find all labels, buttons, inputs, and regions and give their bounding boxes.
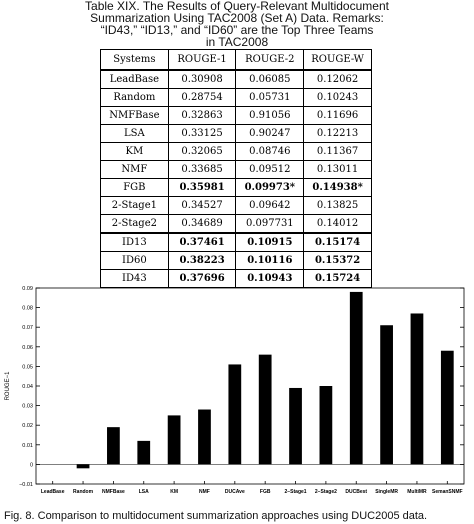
x-tick-label: MultiMR bbox=[407, 489, 427, 495]
y-tick-label: 0.09 bbox=[22, 286, 33, 292]
system-name-cell: FGB bbox=[101, 179, 169, 197]
bar-7 bbox=[228, 364, 241, 464]
table-header-row bbox=[101, 50, 372, 71]
caption-line-4: in TAC2008 bbox=[205, 35, 269, 49]
y-tick-label: 0.01 bbox=[22, 442, 33, 449]
table-body bbox=[101, 70, 372, 288]
score-cell: 0.05731 bbox=[236, 89, 304, 107]
system-name-cell: Random bbox=[101, 89, 169, 107]
system-name-cell: KM bbox=[101, 143, 169, 161]
score-cell: 0.30908 bbox=[168, 70, 236, 89]
score-cell: 0.28754 bbox=[168, 89, 236, 107]
header-systems: Systems bbox=[101, 50, 169, 71]
x-tick-label: Random bbox=[73, 489, 94, 495]
score-cell: 0.35981 bbox=[168, 179, 236, 197]
score-cell: 0.33125 bbox=[168, 125, 236, 143]
x-tick-label: FGB bbox=[259, 489, 271, 495]
score-cell: 0.33685 bbox=[168, 161, 236, 179]
table-row bbox=[101, 197, 372, 215]
x-tick-label: 2−Stage2 bbox=[314, 489, 337, 495]
score-cell: 0.08746 bbox=[236, 143, 304, 161]
score-cell: 0.34689 bbox=[168, 215, 236, 234]
bar-9 bbox=[289, 388, 302, 464]
system-name-cell: LSA bbox=[101, 125, 169, 143]
score-cell: 0.10116 bbox=[236, 252, 304, 270]
system-name-cell: NMF bbox=[101, 161, 169, 179]
system-name-cell: ID43 bbox=[101, 270, 169, 288]
y-tick-label: 0.06 bbox=[22, 344, 33, 351]
score-cell: 0.14012 bbox=[304, 215, 372, 234]
x-tick-labels bbox=[41, 481, 463, 495]
bar-12 bbox=[380, 325, 393, 464]
system-name-cell: LeadBase bbox=[101, 70, 169, 89]
system-name-cell: ID60 bbox=[101, 252, 169, 270]
score-cell: 0.10915 bbox=[236, 233, 304, 252]
x-tick-label: LSA bbox=[138, 489, 149, 495]
table-row bbox=[101, 252, 372, 270]
score-cell: 0.12062 bbox=[304, 70, 372, 89]
bar-10 bbox=[320, 386, 333, 464]
y-tick-label: 0.03 bbox=[22, 403, 33, 410]
header-rouge-1: ROUGE-1 bbox=[168, 50, 236, 71]
y-tick-label: −0.01 bbox=[19, 482, 33, 488]
figure-caption: Fig. 8. Comparison to multidocument summarization approaches using DUC2005 data. bbox=[4, 510, 428, 522]
score-cell: 0.32065 bbox=[168, 143, 236, 161]
caption-line-3: “ID43,” “ID13,” and “ID60” are the Top Three Teams bbox=[100, 23, 374, 37]
score-cell: 0.12213 bbox=[304, 125, 372, 143]
rouge-bar-chart bbox=[0, 282, 474, 508]
score-cell: 0.34527 bbox=[168, 197, 236, 215]
caption-line-2: Summarization Using TAC2008 (Set A) Data. Remarks: bbox=[90, 11, 384, 25]
score-cell: 0.37696 bbox=[168, 270, 236, 288]
table-row bbox=[101, 89, 372, 107]
score-cell: 0.15174 bbox=[304, 233, 372, 252]
header-rouge-2: ROUGE-2 bbox=[236, 50, 304, 71]
y-tick-label: 0 bbox=[29, 462, 33, 469]
score-cell: 0.11367 bbox=[304, 143, 372, 161]
bar-14 bbox=[441, 351, 454, 465]
score-cell: 0.10943 bbox=[236, 270, 304, 288]
score-cell: 0.097731 bbox=[236, 215, 304, 234]
x-tick-label: DUCAve bbox=[224, 489, 245, 495]
bar-4 bbox=[137, 441, 150, 465]
y-axis-label: ROUGE−1 bbox=[5, 371, 11, 401]
results-table bbox=[100, 49, 372, 288]
y-tick-label: 0.08 bbox=[22, 305, 33, 312]
caption-line-1: Table XIX. The Results of Query-Relevant Multidocument bbox=[85, 0, 389, 13]
table-row bbox=[101, 179, 372, 197]
x-tick-label: DUCBest bbox=[345, 489, 368, 495]
y-tick-label: 0.02 bbox=[22, 423, 33, 430]
score-cell: 0.09973* bbox=[236, 179, 304, 197]
table-row bbox=[101, 143, 372, 161]
score-cell: 0.09642 bbox=[236, 197, 304, 215]
x-tick-label: SingleMR bbox=[375, 489, 398, 495]
score-cell: 0.14938* bbox=[304, 179, 372, 197]
y-ticks bbox=[19, 286, 464, 488]
system-name-cell: 2-Stage1 bbox=[101, 197, 169, 215]
score-cell: 0.37461 bbox=[168, 233, 236, 252]
x-tick-label: KM bbox=[170, 489, 179, 495]
bar-11 bbox=[350, 292, 363, 464]
score-cell: 0.15372 bbox=[304, 252, 372, 270]
bar-8 bbox=[259, 355, 272, 465]
bar-13 bbox=[411, 313, 424, 464]
score-cell: 0.06085 bbox=[236, 70, 304, 89]
table-row bbox=[101, 215, 372, 234]
bars bbox=[36, 292, 464, 468]
x-tick-label: 2−Stage1 bbox=[284, 489, 307, 495]
table-row bbox=[101, 107, 372, 125]
header-rouge-w: ROUGE-W bbox=[304, 50, 372, 71]
system-name-cell: ID13 bbox=[101, 233, 169, 252]
score-cell: 0.13011 bbox=[304, 161, 372, 179]
bar-3 bbox=[107, 427, 120, 464]
bar-5 bbox=[168, 415, 181, 464]
score-cell: 0.13825 bbox=[304, 197, 372, 215]
table-row bbox=[101, 125, 372, 143]
table-row bbox=[101, 70, 372, 89]
table-row bbox=[101, 233, 372, 252]
x-tick-label: NMFBase bbox=[102, 489, 125, 495]
score-cell: 0.32863 bbox=[168, 107, 236, 125]
system-name-cell: 2-Stage2 bbox=[101, 215, 169, 234]
x-tick-label: NMF bbox=[199, 489, 210, 495]
score-cell: 0.90247 bbox=[236, 125, 304, 143]
y-tick-label: 0.05 bbox=[22, 364, 33, 371]
bar-2 bbox=[77, 464, 90, 468]
score-cell: 0.91056 bbox=[236, 107, 304, 125]
x-tick-label: SemanSNMF bbox=[432, 489, 463, 495]
score-cell: 0.38223 bbox=[168, 252, 236, 270]
score-cell: 0.10243 bbox=[304, 89, 372, 107]
x-tick-label: LeadBase bbox=[40, 489, 65, 495]
score-cell: 0.09512 bbox=[236, 161, 304, 179]
table-row bbox=[101, 161, 372, 179]
system-name-cell: NMFBase bbox=[101, 107, 169, 125]
table-caption bbox=[0, 0, 474, 48]
plot-frame bbox=[36, 288, 464, 484]
bar-6 bbox=[198, 410, 211, 465]
y-tick-label: 0.07 bbox=[22, 325, 33, 332]
score-cell: 0.11696 bbox=[304, 107, 372, 125]
score-cell: 0.15724 bbox=[304, 270, 372, 288]
y-tick-label: 0.04 bbox=[22, 384, 33, 390]
